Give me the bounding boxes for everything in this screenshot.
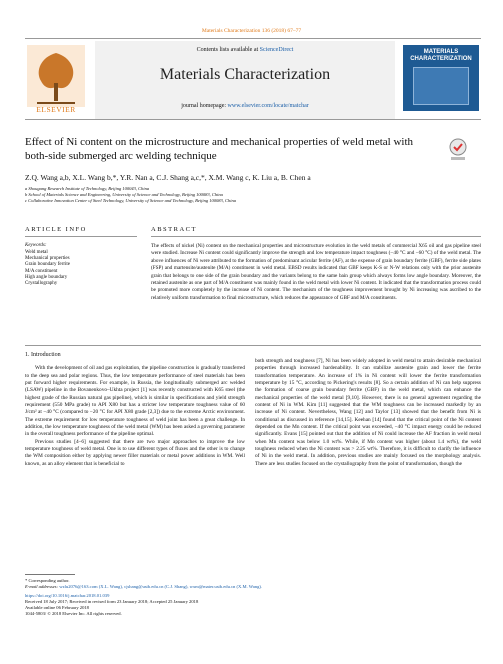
article-title: Effect of Ni content on the microstructure and mechanical properties of weld metal with both-side submerged arc welding technique — [25, 136, 414, 162]
publication-info — [25, 593, 481, 617]
keyword: Crystallography — [25, 281, 58, 287]
journal-header — [25, 38, 481, 120]
journal-title[interactable]: Materials Characterization — [159, 66, 331, 83]
keyword: Mechanical properties — [25, 256, 70, 262]
available-online-date: Available online 06 February 2018 — [25, 605, 89, 610]
affiliation-c: c Collaborative Innovation Center of Steel Technology, University of Science and Technology, Beijing 100083, China — [25, 198, 237, 203]
affiliations — [25, 186, 481, 204]
elsevier-tree-logo — [27, 45, 85, 111]
journal-homepage — [95, 103, 395, 109]
intro-paragraph: With the development of oil and gas exploitation, the pipeline construction is gradually transferred to the deep sea and polar regions. Thus, the low temperature performance of steel materials has been put forward higher requirements. For example, in Russia, the longitudinally submerged arc welded (LSAW) pipeline in the Bovanenkovo–Ukhta project [1] was recently constructed with K65 steel (the highest grade of the Russian natural gas pipeline), which is similar in specifications and yield strength requirement (550 MPa grade) to API X80 but has a stricter low temperature toughness value of 60 J/cm² at −40 °C (compared to −20 °C for API X80 grade [2,3]) due to the extreme Arctic environment. The extreme requirement for low temperature toughness of weld joint has been a great challenge. In addition, the low temperature toughness of the weld metal (WM) has been asked a governing parameter in the overall toughness performance of the pipeline optimal. — [25, 365, 245, 438]
intro-left-column — [25, 352, 245, 468]
doi-link[interactable]: https://doi.org/10.1016/j.matchar.2018.01.039 — [25, 593, 110, 598]
intro-right-column — [255, 358, 481, 468]
affiliation-b: b School of Materials Science and Engineering, University of Science and Technology, Beijing 100083, China — [25, 192, 223, 197]
article-info-heading: ARTICLE INFO — [25, 226, 87, 233]
abstract-divider — [151, 236, 481, 237]
keywords-list — [25, 250, 70, 287]
intro-heading: 1. Introduction — [25, 352, 61, 358]
received-dates: Received 18 July 2017; Received in revised form 23 January 2018; Accepted 25 January 2018 — [25, 599, 199, 604]
affiliation-a: a Shougang Research Institute of Technology, Beijing 100043, China — [25, 186, 150, 191]
keywords-label: Keywords: — [25, 243, 47, 248]
homepage-link[interactable]: www.elsevier.com/locate/matchar — [227, 103, 309, 109]
keyword: Grain boundary ferrite — [25, 262, 70, 268]
keyword: M/A constituent — [25, 268, 58, 274]
homepage-prefix: journal homepage: — [181, 103, 227, 109]
intro-paragraph: both strength and toughness [7], Ni has been widely adopted in weld metal to attain desirable mechanical properties through increased hardenability. It can stabilize austenite grain and lower the ferrite transformation temperature. An increase of 1% in Ni content will lower the ferrite transformation temperature by 15 °C, according to Pickering's results [8]. So a certain addition of Ni can help suppress the formation of coarse grain boundary ferrite (GBF) in the weld metal, which can enhance the mechanical properties of the weld metal [9,10]. However, there is no general agreement regarding the content of Ni in WM. Kim [11] suggested that the WM toughness can be increased markedly by an increase of Ni content. Nevertheless, Wang [12] and Taylor [13] showed that the benefit from Ni is conditional as discussed in reference [14,15]. Keehan [14] found that the critical point of the Ni content depended on the Mn content. If the critical point was exceeded, −40 °C impact energy could be reduced significantly. Evans [15] pointed out that the addition of Ni could increase the AF fraction in weld metal when Mn content was below 1.0 wt%. While, if Mn content was higher (about 1.4 wt%), the weld toughness reduced when the Ni content was > 2.25 wt%. Therefore, it is difficult to clarify the influence of Ni in the weld metal. In addition, previous studies are mainly focused on the morphology analysis. There are less studies focused on the crystallography from the point of transformation, though the — [255, 358, 481, 467]
journal-cover-thumbnail[interactable] — [403, 45, 479, 111]
email-prefix: E-mail addresses: — [25, 584, 59, 589]
contents-prefix: Contents lists available at — [196, 47, 259, 53]
footnotes — [25, 574, 481, 617]
keyword: Weld metal — [25, 250, 48, 255]
abstract-bottom-divider — [25, 345, 481, 346]
sciencedirect-link[interactable]: ScienceDirect — [259, 47, 294, 53]
keyword: High angle boundary — [25, 274, 68, 280]
journal-reference[interactable]: Materials Characterization 136 (2018) 67–77 — [201, 28, 302, 34]
corresponding-author-note: * Corresponding author. — [25, 578, 70, 583]
author-list: Z.Q. Wang a,b, X.L. Wang b,*, Y.R. Nan a, C.J. Shang a,c,*, X.M. Wang c, K. Liu a, B. Chen a — [25, 173, 311, 182]
cover-title: MATERIALS CHARACTERIZATION — [410, 49, 472, 62]
email-addresses[interactable]: wzlu2076@163.com (X.L. Wang), cjshang@ustb.edu.cn (C.J. Shang), wxm@mater.ustb.edu.cn (X.M. Wang). — [59, 584, 263, 589]
abstract-heading: ABSTRACT — [151, 226, 197, 233]
intro-paragraph: Previous studies [4–6] suggested that there are two major approaches to improve the low temperature toughness of weld metal. One is to use different types of fluxes and the other is to change the WM composition either by applying newer filler materials or metal power additions in WM. Well known, as an alloy element that is beneficial to — [25, 438, 245, 467]
contents-line — [95, 47, 395, 53]
email-line — [25, 584, 481, 590]
cover-image — [413, 67, 469, 105]
header-center-panel — [95, 41, 395, 119]
elsevier-wordmark: ELSEVIER — [36, 105, 76, 114]
abstract-text: The effects of nickel (Ni) content on the mechanical properties and microstructure evolution in the weld metals of commercial X65 oil and gas pipeline steel were studied. Increase Ni content could significantly improve the strength and low temperature impact toughness (−40 °C and −60 °C) of the weld metal. The above influences of Ni were attributed to the formation of predominant acicular ferrite (AF), at the expense of grain boundary ferrite (GBF), ferrite side plates (FSP) and martensite/austenite (M/A) constituent in weld metal. EBSD results indicated that GBF keeps K-S or N-W relations only with the prior austenite grain that belongs to one side of the grain boundary and the variants belong to the same bain group which always forms low angle boundary. Moreover, the retained austenite as one part of M/A constituent was mainly found in the weld metal with lower Ni content. It indicated that the transformation process could be promoted more completely by the increase of Ni content. The mechanism of the toughness improvement brought by Ni increasing was ascribed to the relatively uniform transformation to final microstructure, which reduces the appearance of GBF and M/A constituents. — [151, 243, 481, 301]
footnote-divider — [25, 574, 75, 575]
article-info-divider — [25, 236, 137, 237]
check-for-updates-icon[interactable] — [448, 138, 468, 162]
copyright-line: 1044-5803/ © 2018 Elsevier Inc. All rights reserved. — [25, 611, 122, 616]
